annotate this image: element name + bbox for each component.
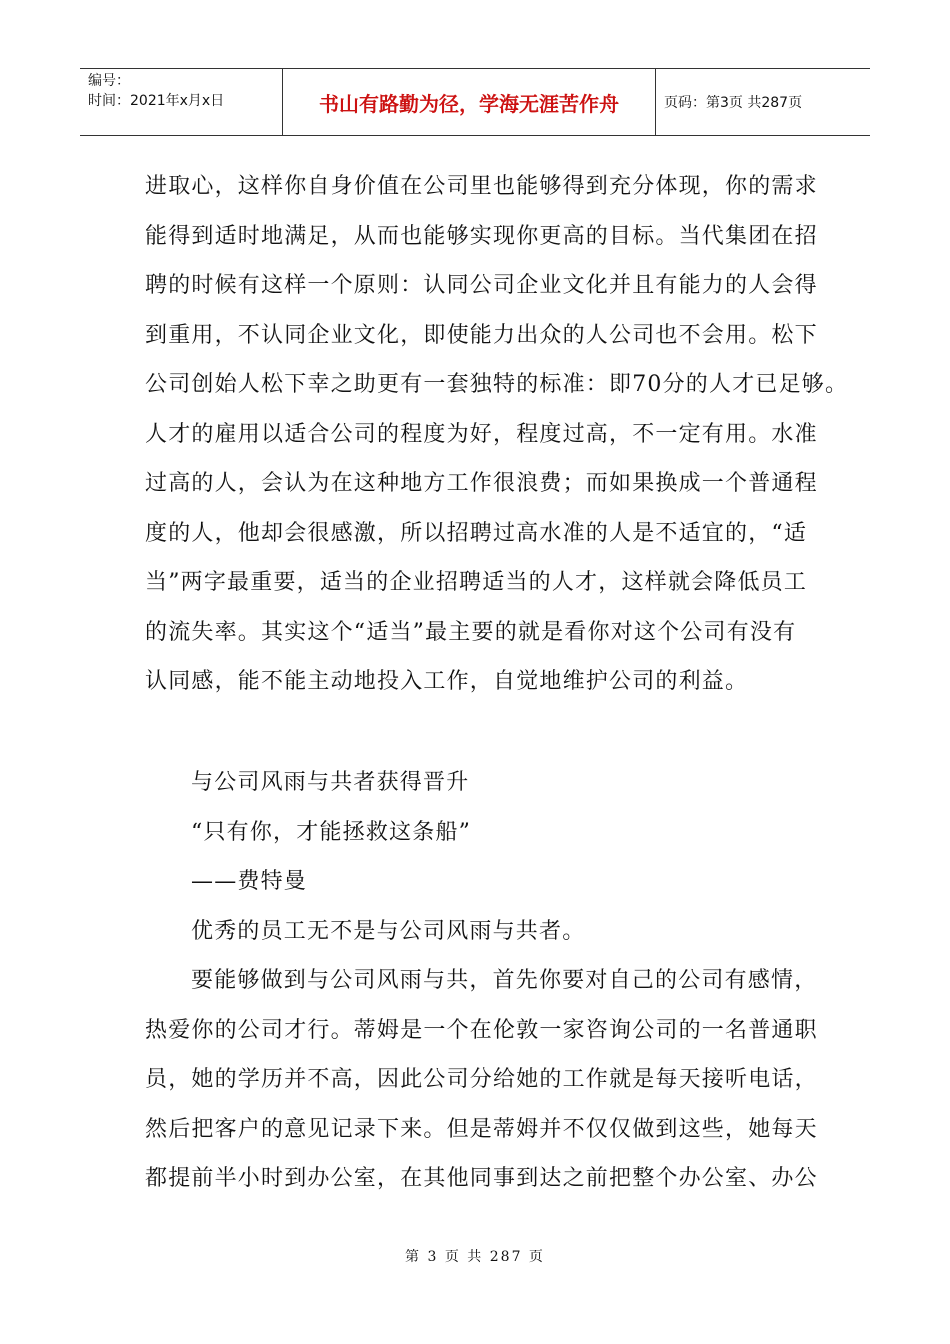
body-line: 聘的时候有这样一个原则：认同公司企业文化并且有能力的人会得 — [145, 273, 818, 298]
document-date-label: 时间：2021年x月x日 — [88, 93, 225, 109]
body-line: 度的人，他却会很感激，所以招聘过高水准的人是不适宜的，“适 — [145, 520, 808, 546]
body-line: 到重用，不认同企业文化，即使能力出众的人公司也不会用。松下 — [145, 322, 818, 348]
section-quote: “只有你，才能拯救这条船” — [191, 819, 472, 845]
body-line: 进取心，这样你自身价值在公司里也能够得到充分体现，你的需求 — [145, 174, 818, 199]
body-paragraph — [145, 162, 849, 707]
header-page-info: 页码：第3页 共287页 — [664, 95, 803, 111]
page-footer: 第 3 页 共 287 页 — [405, 1249, 545, 1265]
document-header — [80, 68, 870, 136]
section-para-line: 要能够做到与公司风雨与共，首先你要对自己的公司有感情， — [191, 968, 818, 993]
section-block — [145, 758, 818, 1204]
section-attribution: ——费特曼 — [191, 869, 308, 894]
body-line: 的流失率。其实这个“适当”最主要的就是看你对这个公司有没有 — [145, 619, 797, 645]
section-para-line: 然后把客户的意见记录下来。但是蒂姆并不仅仅做到这些，她每天 — [145, 1116, 818, 1142]
section-para-line: 都提前半小时到办公室，在其他同事到达之前把整个办公室、办公 — [145, 1166, 818, 1191]
header-motto: 书山有路勤为径，学海无涯苦作舟 — [283, 69, 656, 135]
section-title: 与公司风雨与共者获得晋升 — [191, 770, 470, 795]
section-lead: 优秀的员工无不是与公司风雨与共者。 — [191, 918, 586, 944]
document-number-label: 编号： — [88, 73, 130, 89]
section-para-line: 热爱你的公司才行。蒂姆是一个在伦敦一家咨询公司的一名普通职 — [145, 1017, 818, 1043]
body-line: 能得到适时地满足，从而也能够实现你更高的目标。当代集团在招 — [145, 223, 818, 249]
body-line: 公司创始人松下幸之助更有一套独特的标准：即70分的人才已足够。 — [145, 372, 849, 397]
body-line: 认同感，能不能主动地投入工作，自觉地维护公司的利益。 — [145, 669, 749, 694]
body-line: 人才的雇用以适合公司的程度为好，程度过高，不一定有用。水准 — [145, 421, 818, 447]
section-para-line: 员，她的学历并不高，因此公司分给她的工作就是每天接听电话， — [145, 1067, 818, 1092]
header-meta-cell — [80, 69, 283, 135]
body-line: 过高的人，会认为在这种地方工作很浪费；而如果换成一个普通程 — [145, 471, 818, 496]
body-line: 当”两字最重要，适当的企业招聘适当的人才，这样就会降低员工 — [145, 570, 808, 595]
